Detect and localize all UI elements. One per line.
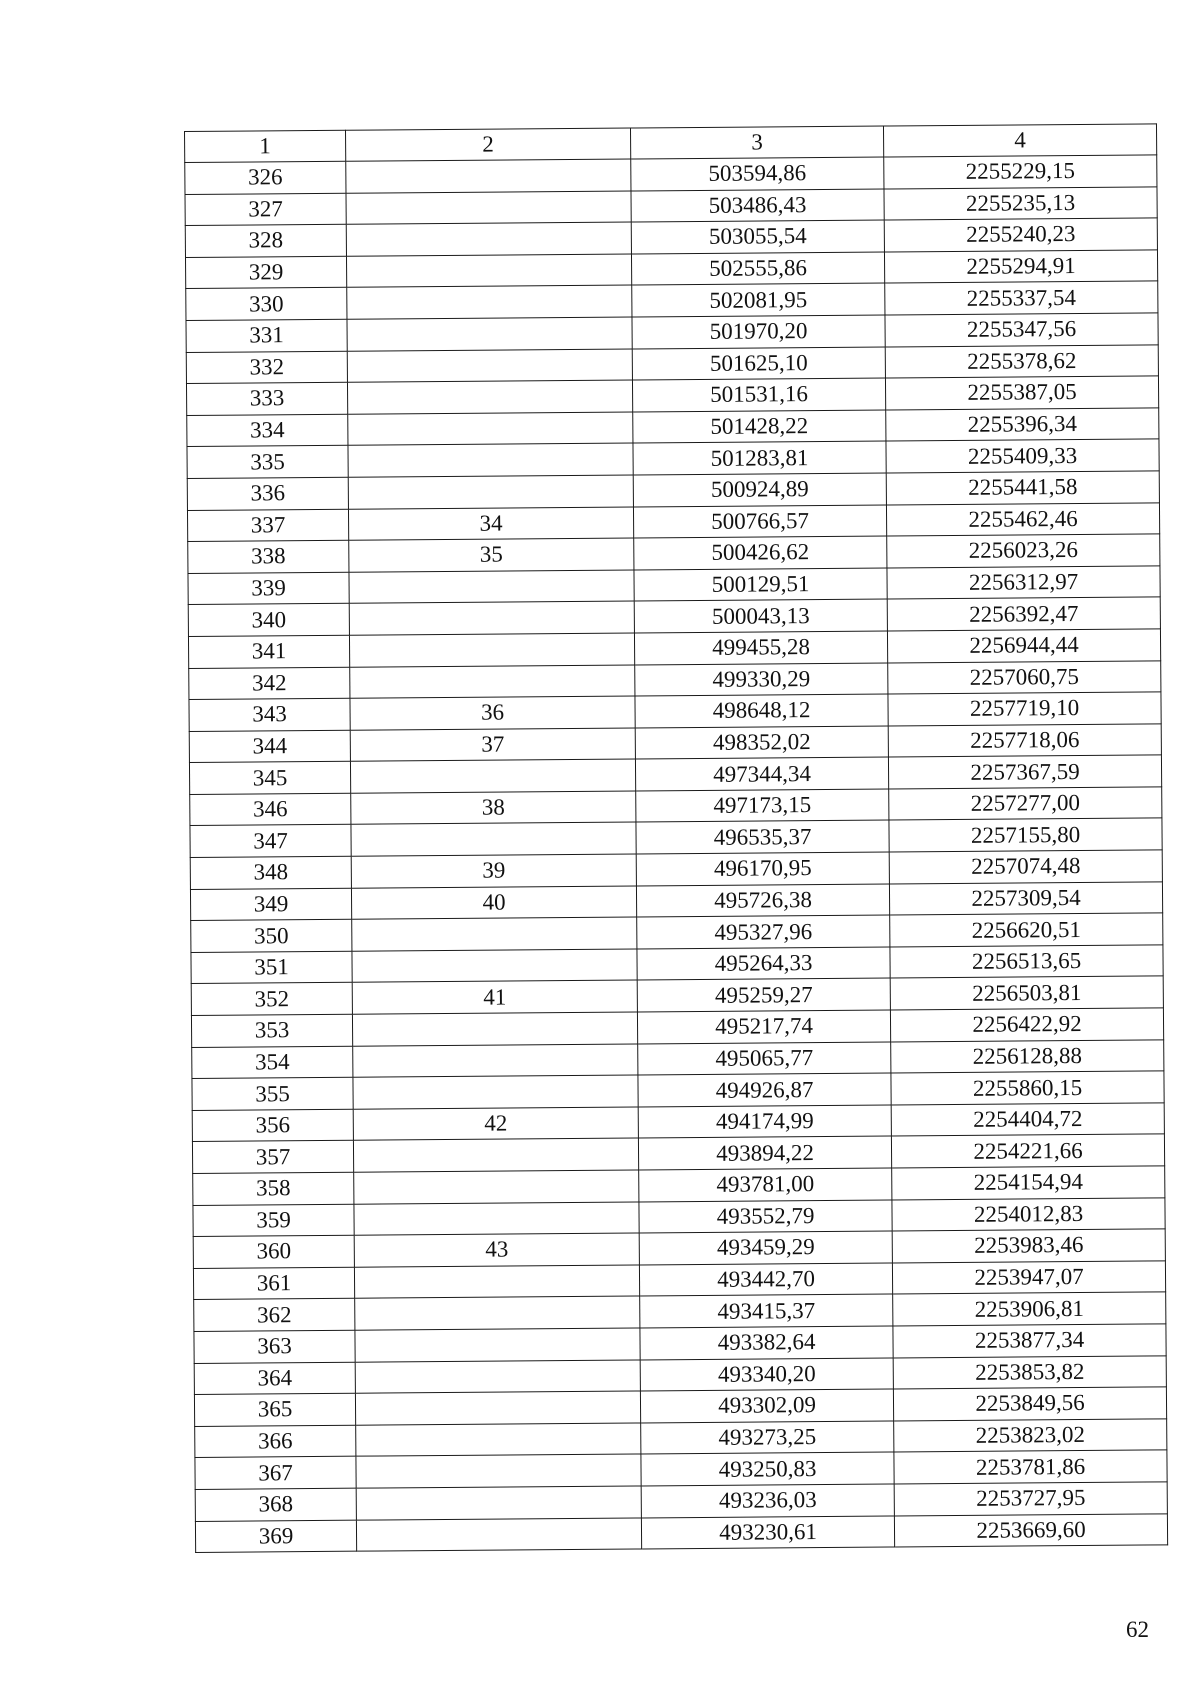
x-coordinate-cell: 498352,02	[635, 726, 888, 760]
coordinates-table	[184, 123, 1168, 1553]
point-number-cell: 335	[187, 446, 348, 479]
turning-point-cell	[347, 317, 632, 351]
y-coordinate-cell: 2255229,15	[884, 155, 1157, 189]
y-coordinate-cell: 2256128,88	[891, 1039, 1164, 1073]
point-number-cell: 326	[185, 161, 346, 194]
x-coordinate-cell: 495259,27	[637, 978, 890, 1012]
y-coordinate-cell: 2255294,91	[884, 250, 1157, 284]
x-coordinate-cell: 499455,28	[634, 631, 887, 665]
column-header-1: 1	[185, 130, 346, 162]
point-number-cell: 331	[186, 319, 347, 352]
x-coordinate-cell: 493302,09	[640, 1389, 893, 1423]
turning-point-cell	[353, 1075, 638, 1109]
x-coordinate-cell: 493273,25	[641, 1421, 894, 1455]
y-coordinate-cell: 2255347,56	[885, 313, 1158, 347]
y-coordinate-cell: 2256503,81	[890, 976, 1163, 1010]
point-number-cell: 341	[188, 635, 349, 668]
y-coordinate-cell: 2253983,46	[892, 1229, 1165, 1263]
turning-point-cell	[347, 380, 632, 414]
y-coordinate-cell: 2256620,51	[890, 913, 1163, 947]
x-coordinate-cell: 495217,74	[637, 1010, 890, 1044]
x-coordinate-cell: 502081,95	[632, 283, 885, 317]
x-coordinate-cell: 500129,51	[634, 568, 887, 602]
y-coordinate-cell: 2253727,95	[894, 1482, 1167, 1516]
point-number-cell: 369	[195, 1520, 356, 1553]
point-number-cell: 350	[191, 919, 352, 952]
turning-point-cell	[349, 570, 634, 604]
y-coordinate-cell: 2256513,65	[890, 945, 1163, 979]
x-coordinate-cell: 501531,16	[632, 378, 885, 412]
point-number-cell: 352	[191, 983, 352, 1016]
turning-point-cell	[347, 349, 632, 383]
point-number-cell: 327	[185, 193, 346, 226]
x-coordinate-cell: 503486,43	[631, 189, 884, 223]
turning-point-cell: 36	[350, 696, 635, 730]
point-number-cell: 332	[186, 351, 347, 384]
y-coordinate-cell: 2253849,56	[893, 1387, 1166, 1421]
y-coordinate-cell: 2254154,94	[892, 1166, 1165, 1200]
x-coordinate-cell: 493230,61	[641, 1515, 894, 1549]
y-coordinate-cell: 2255860,15	[891, 1071, 1164, 1105]
y-coordinate-cell: 2257060,75	[888, 660, 1161, 694]
turning-point-cell	[354, 1202, 639, 1236]
x-coordinate-cell: 495327,96	[637, 915, 890, 949]
point-number-cell: 336	[187, 477, 348, 510]
x-coordinate-cell: 493340,20	[640, 1358, 893, 1392]
turning-point-cell: 40	[351, 886, 636, 920]
x-coordinate-cell: 495264,33	[637, 947, 890, 981]
x-coordinate-cell: 503055,54	[631, 220, 884, 254]
x-coordinate-cell: 503594,86	[631, 157, 884, 191]
turning-point-cell	[352, 1012, 637, 1046]
x-coordinate-cell: 495065,77	[638, 1042, 891, 1076]
y-coordinate-cell: 2257367,59	[888, 755, 1161, 789]
y-coordinate-cell: 2253947,07	[892, 1261, 1165, 1295]
x-coordinate-cell: 499330,29	[635, 662, 888, 696]
y-coordinate-cell: 2253877,34	[893, 1324, 1166, 1358]
y-coordinate-cell: 2255441,58	[886, 471, 1159, 505]
x-coordinate-cell: 500924,89	[633, 473, 886, 507]
turning-point-cell: 37	[350, 728, 635, 762]
y-coordinate-cell: 2254404,72	[891, 1103, 1164, 1137]
y-coordinate-cell: 2253669,60	[894, 1513, 1167, 1547]
turning-point-cell: 38	[351, 791, 636, 825]
point-number-cell: 363	[194, 1330, 355, 1363]
x-coordinate-cell: 502555,86	[631, 252, 884, 286]
point-number-cell: 366	[195, 1425, 356, 1458]
y-coordinate-cell: 2255409,33	[886, 439, 1159, 473]
x-coordinate-cell: 496170,95	[636, 852, 889, 886]
x-coordinate-cell: 500426,62	[634, 536, 887, 570]
point-number-cell: 348	[190, 856, 351, 889]
y-coordinate-cell: 2255240,23	[884, 218, 1157, 252]
turning-point-cell	[355, 1296, 640, 1330]
y-coordinate-cell: 2253781,86	[894, 1450, 1167, 1484]
y-coordinate-cell: 2257309,54	[889, 881, 1162, 915]
turning-point-cell: 42	[353, 1107, 638, 1141]
turning-point-cell	[350, 759, 635, 793]
turning-point-cell	[352, 917, 637, 951]
turning-point-cell	[356, 1486, 641, 1520]
point-number-cell: 333	[186, 382, 347, 415]
turning-point-cell	[346, 222, 631, 256]
y-coordinate-cell: 2257719,10	[888, 692, 1161, 726]
turning-point-cell	[353, 1044, 638, 1078]
y-coordinate-cell: 2253853,82	[893, 1355, 1166, 1389]
turning-point-cell	[349, 601, 634, 635]
turning-point-cell	[356, 1517, 641, 1551]
turning-point-cell	[346, 254, 631, 288]
x-coordinate-cell: 493459,29	[639, 1231, 892, 1265]
point-number-cell: 359	[193, 1204, 354, 1237]
y-coordinate-cell: 2256023,26	[887, 534, 1160, 568]
x-coordinate-cell: 500043,13	[634, 599, 887, 633]
turning-point-cell	[349, 633, 634, 667]
x-coordinate-cell: 494926,87	[638, 1073, 891, 1107]
point-number-cell: 351	[191, 951, 352, 984]
point-number-cell: 353	[191, 1014, 352, 1047]
y-coordinate-cell: 2255235,13	[884, 186, 1157, 220]
x-coordinate-cell: 493552,79	[639, 1200, 892, 1234]
point-number-cell: 364	[194, 1362, 355, 1395]
x-coordinate-cell: 493415,37	[640, 1294, 893, 1328]
point-number-cell: 345	[189, 761, 350, 794]
x-coordinate-cell: 493250,83	[641, 1452, 894, 1486]
x-coordinate-cell: 501283,81	[633, 441, 886, 475]
point-number-cell: 338	[188, 540, 349, 573]
y-coordinate-cell: 2253823,02	[894, 1419, 1167, 1453]
turning-point-cell: 39	[351, 854, 636, 888]
turning-point-cell	[354, 1170, 639, 1204]
x-coordinate-cell: 493894,22	[638, 1136, 891, 1170]
y-coordinate-cell: 2253906,81	[893, 1292, 1166, 1326]
point-number-cell: 355	[192, 1077, 353, 1110]
turning-point-cell	[352, 949, 637, 983]
turning-point-cell	[355, 1360, 640, 1394]
y-coordinate-cell: 2254012,83	[892, 1197, 1165, 1231]
turning-point-cell	[346, 159, 631, 193]
turning-point-cell	[348, 475, 633, 509]
y-coordinate-cell: 2255378,62	[885, 344, 1158, 378]
point-number-cell: 346	[190, 793, 351, 826]
point-number-cell: 344	[189, 730, 350, 763]
table-row	[195, 1513, 1167, 1552]
point-number-cell: 362	[194, 1299, 355, 1332]
y-coordinate-cell: 2255462,46	[886, 502, 1159, 536]
turning-point-cell: 43	[354, 1233, 639, 1267]
x-coordinate-cell: 493442,70	[639, 1263, 892, 1297]
y-coordinate-cell: 2257277,00	[889, 787, 1162, 821]
y-coordinate-cell: 2256392,47	[887, 597, 1160, 631]
turning-point-cell	[356, 1454, 641, 1488]
point-number-cell: 330	[186, 288, 347, 321]
point-number-cell: 334	[187, 414, 348, 447]
turning-point-cell	[354, 1265, 639, 1299]
x-coordinate-cell: 497173,15	[636, 789, 889, 823]
turning-point-cell	[351, 822, 636, 856]
point-number-cell: 343	[189, 698, 350, 731]
y-coordinate-cell: 2256312,97	[887, 566, 1160, 600]
point-number-cell: 339	[188, 572, 349, 605]
point-number-cell: 368	[195, 1488, 356, 1521]
point-number-cell: 347	[190, 825, 351, 858]
column-header-4: 4	[883, 124, 1156, 157]
turning-point-cell	[355, 1328, 640, 1362]
y-coordinate-cell: 2257718,06	[888, 724, 1161, 758]
table-body	[185, 155, 1168, 1553]
point-number-cell: 328	[185, 224, 346, 257]
turning-point-cell	[355, 1391, 640, 1425]
point-number-cell: 337	[187, 509, 348, 542]
point-number-cell: 340	[188, 604, 349, 637]
x-coordinate-cell: 493236,03	[641, 1484, 894, 1518]
column-header-3: 3	[630, 126, 883, 159]
x-coordinate-cell: 493781,00	[639, 1168, 892, 1202]
turning-point-cell	[346, 191, 631, 225]
y-coordinate-cell: 2255387,05	[885, 376, 1158, 410]
point-number-cell: 342	[189, 667, 350, 700]
turning-point-cell	[348, 443, 633, 477]
point-number-cell: 357	[192, 1141, 353, 1174]
point-number-cell: 354	[192, 1046, 353, 1079]
page-number: 62	[1126, 1617, 1149, 1642]
x-coordinate-cell: 501625,10	[632, 347, 885, 381]
point-number-cell: 349	[190, 888, 351, 921]
turning-point-cell	[356, 1423, 641, 1457]
point-number-cell: 360	[193, 1235, 354, 1268]
y-coordinate-cell: 2257155,80	[889, 818, 1162, 852]
point-number-cell: 361	[193, 1267, 354, 1300]
turning-point-cell	[350, 664, 635, 698]
y-coordinate-cell: 2255337,54	[885, 281, 1158, 315]
point-number-cell: 367	[195, 1457, 356, 1490]
point-number-cell: 356	[192, 1109, 353, 1142]
turning-point-cell	[348, 412, 633, 446]
x-coordinate-cell: 498648,12	[635, 694, 888, 728]
x-coordinate-cell: 501428,22	[633, 410, 886, 444]
x-coordinate-cell: 496535,37	[636, 820, 889, 854]
x-coordinate-cell: 493382,64	[640, 1326, 893, 1360]
y-coordinate-cell: 2254221,66	[891, 1134, 1164, 1168]
column-header-2: 2	[345, 128, 630, 161]
turning-point-cell: 34	[348, 507, 633, 541]
x-coordinate-cell: 497344,34	[635, 757, 888, 791]
x-coordinate-cell: 494174,99	[638, 1105, 891, 1139]
point-number-cell: 358	[193, 1172, 354, 1205]
point-number-cell: 329	[185, 256, 346, 289]
turning-point-cell	[347, 285, 632, 319]
turning-point-cell: 41	[352, 980, 637, 1014]
x-coordinate-cell: 500766,57	[633, 505, 886, 539]
y-coordinate-cell: 2256944,44	[887, 629, 1160, 663]
x-coordinate-cell: 501970,20	[632, 315, 885, 349]
turning-point-cell: 35	[349, 538, 634, 572]
y-coordinate-cell: 2256422,92	[890, 1008, 1163, 1042]
point-number-cell: 365	[194, 1393, 355, 1426]
turning-point-cell	[353, 1138, 638, 1172]
x-coordinate-cell: 495726,38	[636, 884, 889, 918]
y-coordinate-cell: 2257074,48	[889, 850, 1162, 884]
y-coordinate-cell: 2255396,34	[886, 408, 1159, 442]
